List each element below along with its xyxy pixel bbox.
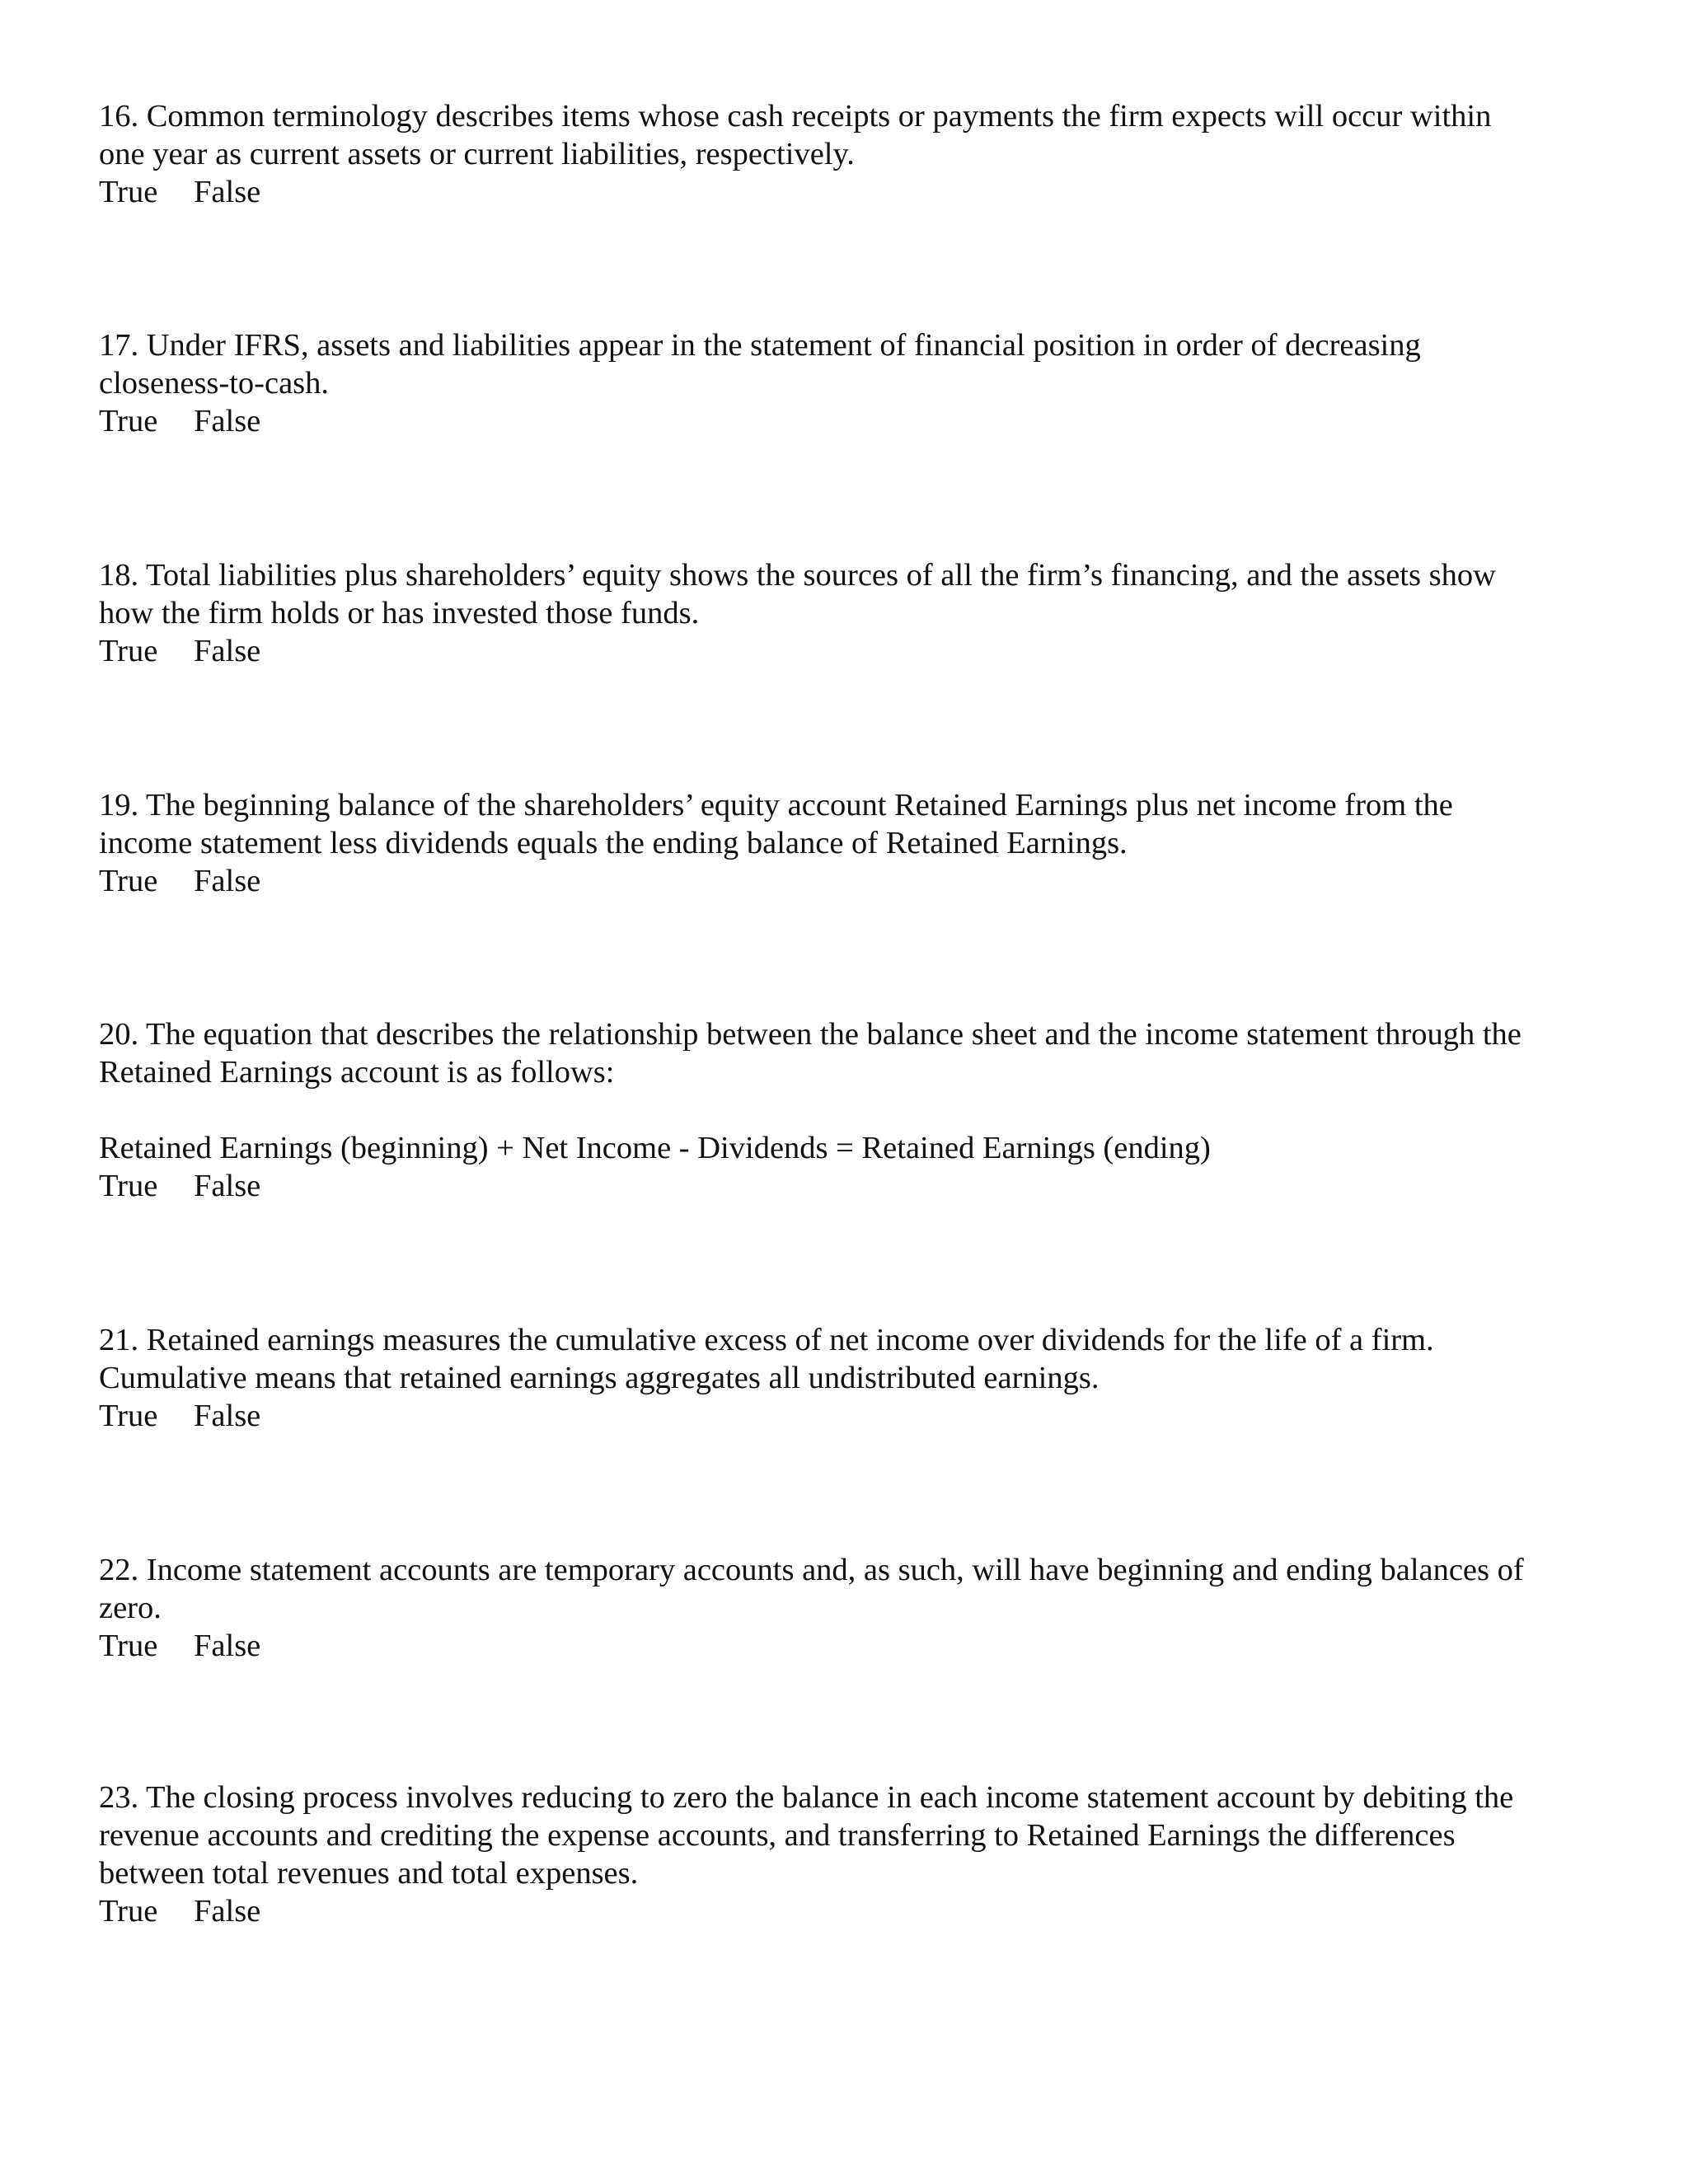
option-true[interactable]: True <box>99 404 158 438</box>
option-false[interactable]: False <box>194 864 261 898</box>
question-17 <box>99 326 1607 440</box>
question-text-line: 16. Common terminology describes items whose cash receipts or payments the firm expects will occur within <box>99 99 1492 134</box>
question-16 <box>99 97 1607 211</box>
question-text-line: 18. Total liabilities plus shareholders’ equity shows the sources of all the firm’s financing, and the assets show <box>99 558 1496 593</box>
true-false-options <box>99 862 1607 900</box>
spacer <box>99 1091 1607 1129</box>
question-text-line: closeness-to-cash. <box>99 366 330 401</box>
question-20 <box>99 1015 1607 1205</box>
question-21 <box>99 1321 1607 1435</box>
option-true[interactable]: True <box>99 864 158 898</box>
option-false[interactable]: False <box>194 1629 261 1663</box>
question-text-line: 23. The closing process involves reducing to zero the balance in each income statement account by debiting the <box>99 1780 1514 1815</box>
question-text-line: income statement less dividends equals the ending balance of Retained Earnings. <box>99 826 1128 860</box>
question-text-line: how the firm holds or has invested those funds. <box>99 596 700 630</box>
question-text-line: Retained Earnings account is as follows: <box>99 1055 615 1090</box>
question-text-line: revenue accounts and crediting the expense accounts, and transferring to Retained Earnings the differences <box>99 1818 1456 1853</box>
question-19 <box>99 786 1607 900</box>
question-text-line: 22. Income statement accounts are temporary accounts and, as such, will have beginning and ending balances of <box>99 1553 1524 1587</box>
true-false-options <box>99 402 1607 440</box>
true-false-options <box>99 173 1607 211</box>
question-text-line: one year as current assets or current liabilities, respectively. <box>99 137 855 171</box>
option-true[interactable]: True <box>99 1894 158 1929</box>
question-text-line: 19. The beginning balance of the shareholders’ equity account Retained Earnings plus net income from the <box>99 788 1453 823</box>
question-text-line: Cumulative means that retained earnings aggregates all undistributed earnings. <box>99 1361 1100 1395</box>
option-false[interactable]: False <box>194 634 261 668</box>
question-18 <box>99 556 1607 670</box>
option-false[interactable]: False <box>194 1169 261 1203</box>
option-false[interactable]: False <box>194 1894 261 1929</box>
question-text-line: between total revenues and total expenses. <box>99 1856 639 1891</box>
option-true[interactable]: True <box>99 1629 158 1663</box>
option-true[interactable]: True <box>99 634 158 668</box>
question-23 <box>99 1779 1607 1930</box>
true-false-options <box>99 1892 1607 1930</box>
true-false-options <box>99 1627 1607 1665</box>
question-text-line: 20. The equation that describes the relationship between the balance sheet and the income statement through the <box>99 1017 1522 1052</box>
question-text-line: 21. Retained earnings measures the cumulative excess of net income over dividends for the life of a firm. <box>99 1323 1434 1357</box>
option-false[interactable]: False <box>194 1399 261 1433</box>
option-true[interactable]: True <box>99 175 158 209</box>
question-22 <box>99 1551 1607 1665</box>
true-false-options <box>99 632 1607 670</box>
option-true[interactable]: True <box>99 1399 158 1433</box>
question-text-line: 17. Under IFRS, assets and liabilities appear in the statement of financial position in order of decreasing <box>99 328 1421 363</box>
question-text-line: zero. <box>99 1591 162 1625</box>
true-false-options <box>99 1397 1607 1435</box>
option-false[interactable]: False <box>194 175 261 209</box>
true-false-options <box>99 1167 1607 1205</box>
option-true[interactable]: True <box>99 1169 158 1203</box>
equation-line: Retained Earnings (beginning) + Net Income - Dividends = Retained Earnings (ending) <box>99 1131 1211 1165</box>
option-false[interactable]: False <box>194 404 261 438</box>
